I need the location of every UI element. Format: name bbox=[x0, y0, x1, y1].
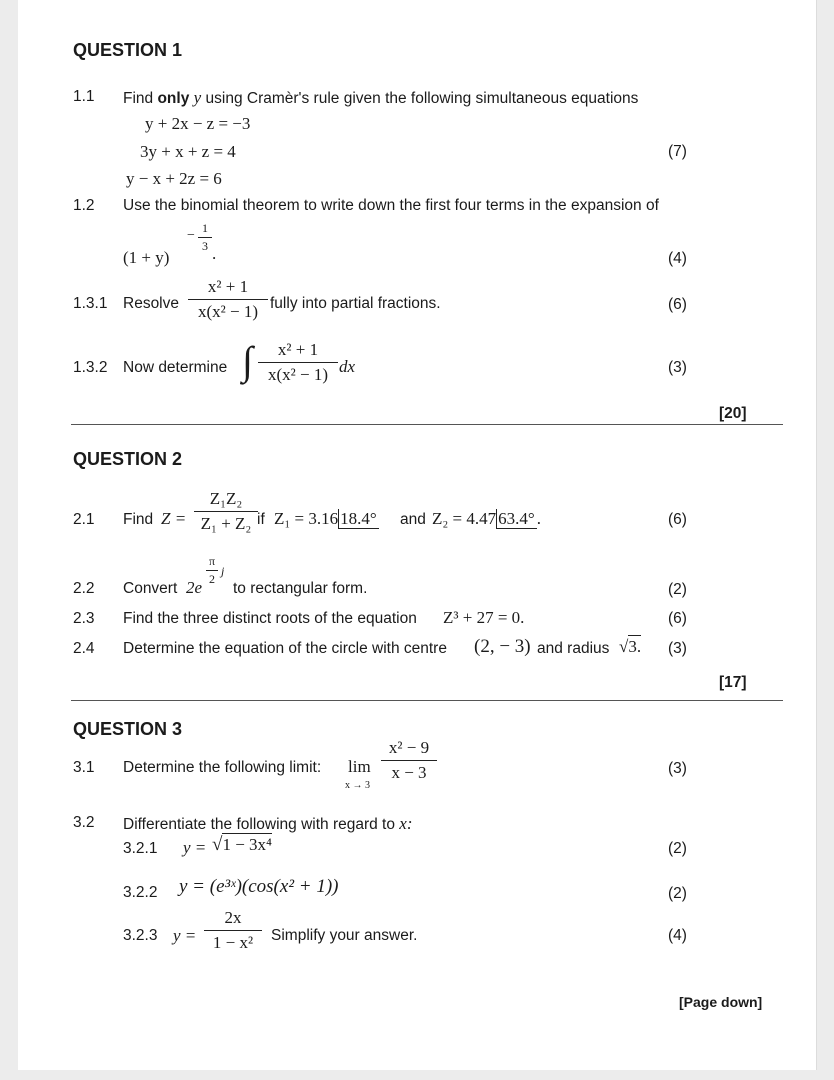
q3-2-3-text: Simplify your answer. bbox=[271, 927, 418, 944]
and-text: and bbox=[400, 511, 426, 528]
exponent-j: j bbox=[221, 564, 225, 578]
q2-1-text: Find bbox=[123, 511, 154, 528]
integrand-fraction: x² + 1 x(x² − 1) bbox=[258, 340, 338, 385]
q3-2-3-number: 3.2.3 bbox=[123, 927, 158, 944]
limit-subscript: x → 3 bbox=[345, 780, 370, 791]
q3-1-text: Determine the following limit: bbox=[123, 759, 322, 776]
q3-2-2-marks: (2) bbox=[668, 885, 687, 902]
q2-2-text-b: to rectangular form. bbox=[233, 580, 368, 597]
q2-4-number: 2.4 bbox=[73, 640, 95, 657]
page-down-note: [Page down] bbox=[679, 994, 763, 1010]
exponent-sign: − bbox=[187, 228, 195, 243]
q1-3-2-number: 1.3.2 bbox=[73, 359, 108, 376]
q3-2-1-marks: (2) bbox=[668, 840, 687, 857]
q1-2-marks: (4) bbox=[668, 250, 687, 267]
q3-2-2-expression: y = (e³ˣ)(cos(x² + 1)) bbox=[179, 876, 339, 897]
sqrt-icon: √ bbox=[619, 637, 629, 656]
section-divider-2 bbox=[71, 700, 783, 701]
q3-2-1-lhs: y = bbox=[183, 838, 207, 857]
exponential-base: 2e bbox=[186, 578, 203, 597]
q2-3-text: Find the three distinct roots of the equation bbox=[123, 610, 417, 627]
z2-angle: 63.4° bbox=[498, 509, 535, 528]
cubic-equation: Z³ + 27 = 0. bbox=[443, 608, 525, 627]
q2-4-text-a: Determine the equation of the circle with centre bbox=[123, 640, 447, 657]
q1-1-number: 1.1 bbox=[73, 88, 95, 105]
q2-4-marks: (3) bbox=[668, 640, 687, 657]
q3-2-1-radical: √1 − 3x⁴ bbox=[212, 834, 272, 855]
q2-1-number: 2.1 bbox=[73, 511, 95, 528]
exponential-exponent: π 2 bbox=[206, 555, 218, 586]
question-2-heading: QUESTION 2 bbox=[73, 449, 183, 469]
partial-fraction-expression: x² + 1 x(x² − 1) bbox=[188, 277, 268, 322]
q3-1-number: 3.1 bbox=[73, 759, 95, 776]
q1-3-1-text-b: fully into partial fractions. bbox=[270, 295, 441, 312]
q3-2-3-fraction: 2x 1 − x² bbox=[204, 908, 262, 953]
equation-1: y + 2x − z = −3 bbox=[145, 114, 251, 133]
z2-value: Z₂ = 4.47 63.4° . bbox=[432, 509, 541, 528]
q2-2-number: 2.2 bbox=[73, 580, 95, 597]
q1-3-1-text-a: Resolve bbox=[123, 295, 179, 312]
integral-sign: ∫ bbox=[242, 338, 253, 383]
question-3-heading: QUESTION 3 bbox=[73, 719, 183, 739]
limit-operator: lim bbox=[348, 757, 371, 776]
question-1-total: [20] bbox=[719, 405, 747, 422]
q3-2-number: 3.2 bbox=[73, 814, 95, 831]
binomial-expression: (1 + y) bbox=[123, 248, 170, 267]
q3-2-3-marks: (4) bbox=[668, 927, 687, 944]
exponent-fraction: 1 3 bbox=[198, 222, 212, 253]
limit-fraction: x² − 9 x − 3 bbox=[381, 738, 437, 783]
q3-1-marks: (3) bbox=[668, 760, 687, 777]
circle-centre: (2, − 3) bbox=[474, 636, 531, 657]
if-text: if bbox=[257, 511, 265, 528]
z1-angle: 18.4° bbox=[340, 509, 377, 528]
dx: dx bbox=[339, 357, 356, 376]
q1-3-1-marks: (6) bbox=[668, 296, 687, 313]
q1-2-number: 1.2 bbox=[73, 197, 95, 214]
q3-2-text: Differentiate the following with regard to x: bbox=[123, 814, 413, 833]
z-fraction: Z₁Z₂ Z₁ + Z₂ bbox=[194, 489, 258, 534]
q2-3-number: 2.3 bbox=[73, 610, 95, 627]
q1-3-2-marks: (3) bbox=[668, 359, 687, 376]
circle-radius: √3. bbox=[619, 637, 642, 656]
q2-3-marks: (6) bbox=[668, 610, 687, 627]
q3-2-2-number: 3.2.2 bbox=[123, 884, 158, 901]
z-lhs: Z = bbox=[161, 509, 187, 528]
sqrt-icon: √ bbox=[212, 834, 223, 855]
q2-4-text-b: and radius bbox=[537, 640, 610, 657]
section-divider-1 bbox=[71, 424, 783, 425]
q1-2-text: Use the binomial theorem to write down the first four terms in the expansion of bbox=[123, 197, 659, 214]
q1-3-2-text: Now determine bbox=[123, 359, 228, 376]
q2-2-text-a: Convert bbox=[123, 580, 178, 597]
q1-3-1-number: 1.3.1 bbox=[73, 295, 108, 312]
expansion-dot: . bbox=[212, 244, 217, 263]
q3-2-1-number: 3.2.1 bbox=[123, 840, 158, 857]
q1-1-marks: (7) bbox=[668, 143, 687, 160]
question-1-heading: QUESTION 1 bbox=[73, 40, 183, 60]
exam-page bbox=[18, 0, 817, 1070]
z1-value: Z₁ = 3.16 18.4° bbox=[274, 509, 377, 528]
equation-3: y − x + 2z = 6 bbox=[126, 169, 222, 188]
q3-2-3-lhs: y = bbox=[173, 926, 197, 945]
q2-1-marks: (6) bbox=[668, 511, 687, 528]
question-2-total: [17] bbox=[719, 674, 747, 691]
q1-1-text: Find only y using Cramèr's rule given the following simultaneous equations bbox=[123, 88, 639, 107]
equation-2: 3y + x + z = 4 bbox=[140, 142, 236, 161]
q2-2-marks: (2) bbox=[668, 581, 687, 598]
